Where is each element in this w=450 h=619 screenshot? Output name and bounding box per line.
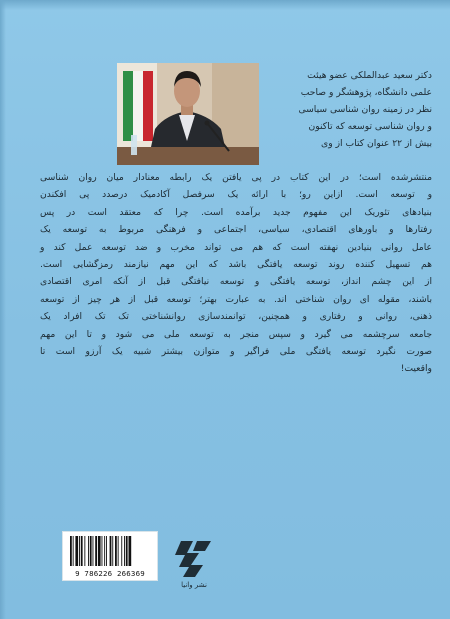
bio-line: بیش از ۲۲ عنوان کتاب از وی	[321, 138, 432, 149]
bio-line: و روان شناسی توسعه که تاکنون	[308, 121, 432, 132]
description-line: بنیادهای تئوریک این مفهوم جدید برآمده است. چرا که معتقد است در پس	[40, 206, 432, 218]
author-photo	[117, 63, 259, 165]
description-line: صورت نگیرد توسعه یافتگی ملی فراگیر و متوازن بیشتر شبیه یک آرزو است تا	[40, 346, 432, 358]
bio-line: دکتر سعید عبدالملکی عضو هیئت	[307, 70, 432, 81]
description-line: رفتارها و باورهای اقتصادی، سیاسی، اجتماعی و فرهنگی مربوط به توسعه یک	[40, 224, 432, 236]
description-line: و توسعه است. ازاین رو؛ با ارائه یک سرفصل آکادمیک درصدد پی افکندن	[40, 189, 432, 201]
author-bio-intro	[262, 67, 432, 152]
description-line: منتشرشده است؛ در این کتاب در پی یافتن یک رابطه معنادار میان روان شناسی	[40, 172, 432, 183]
description-line: هم تسهیل کننده روند توسعه یافتگی باشد که این مهم نیازمند رمزگشایی است.	[40, 259, 432, 271]
bio-line: علمی دانشگاه، پژوهشگر و صاحب	[300, 87, 432, 98]
description-line: باشند، مقوله ای روان شناختی اند. به عبارت بهتر؛ توسعه قبل از هر چیز از توسعه	[40, 293, 432, 305]
cover-edge-left	[0, 0, 6, 619]
publisher-name: نشر وانیا	[181, 581, 207, 589]
publisher-logo	[171, 535, 217, 581]
isbn-number: 9 786226 266369	[75, 569, 145, 578]
description-line: از این چشم انداز، توسعه یافتگی و توسعه نیافتگی قبل از آنکه امری اقتصادی	[40, 276, 432, 288]
isbn-barcode	[62, 531, 158, 581]
description-line: عامل روانی بنیادین نهفته است که هم می تواند مخرب و ضد توسعه عمل کند و	[40, 241, 432, 253]
description-line: جامعه سرچشمه می گیرد و سپس منجر به توسعه ملی می شود و تا این مهم	[40, 328, 432, 340]
description-line: ذهنی، روانی و رفتاری و همچنین، توانمندسازی روانشناختی تک تک افراد یک	[40, 311, 432, 323]
bio-line: نظر در زمینه روان شناسی سیاسی	[298, 104, 432, 115]
description-line: واقعیت!	[400, 363, 432, 375]
cover-edge-top	[0, 0, 450, 10]
book-description	[40, 169, 432, 378]
barcode-bars	[69, 536, 151, 568]
